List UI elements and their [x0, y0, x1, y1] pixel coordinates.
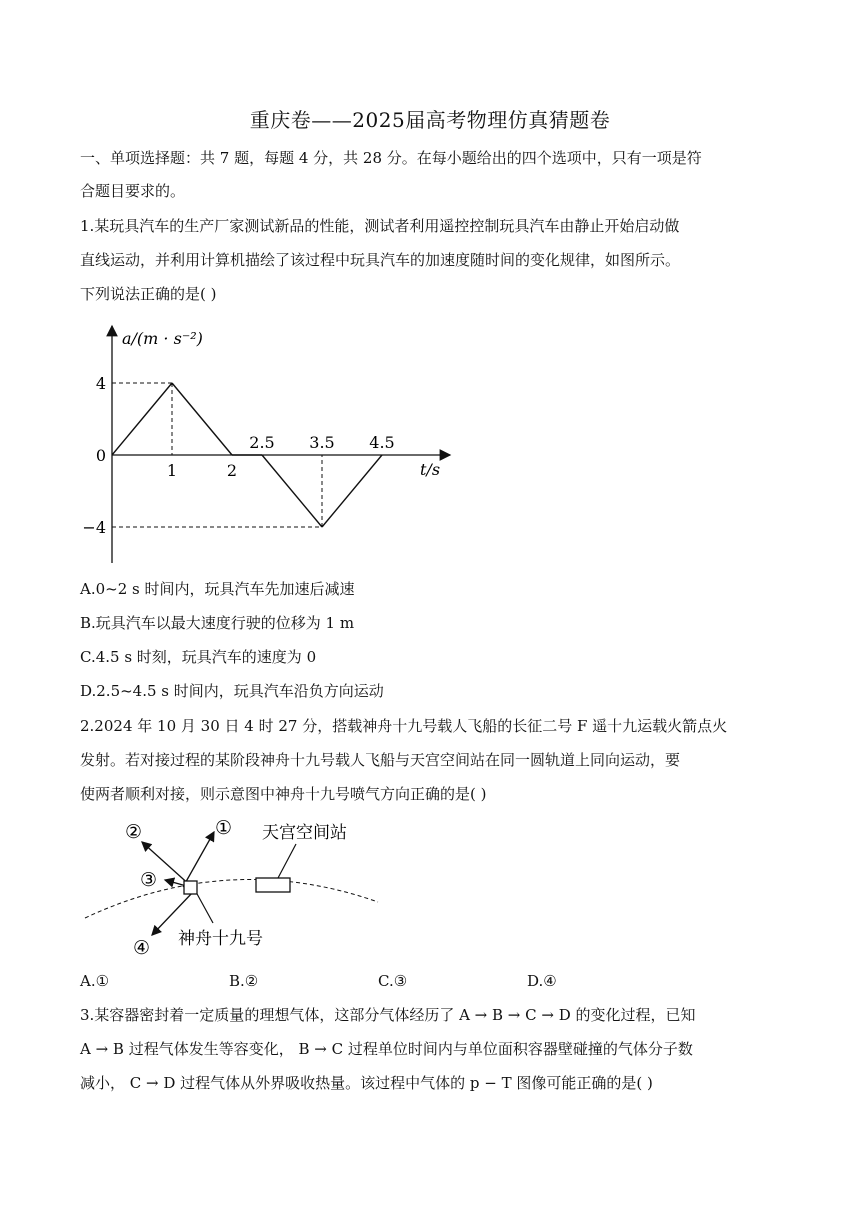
- data-segment-4: [262, 455, 322, 527]
- q1-option-d[interactable]: D.2.5~4.5 s 时间内，玩具汽车沿负方向运动: [80, 682, 384, 700]
- q2-stem-line3: 使两者顺利对接，则示意图中神舟十九号喷气方向正确的是( ): [80, 785, 487, 803]
- q2-option-c[interactable]: C.③: [378, 972, 408, 990]
- q3-stem-line1: 3.某容器密封着一定质量的理想气体，这部分气体经历了 A → B → C → D 的变化过程，已知: [80, 1006, 696, 1024]
- y-axis-label: a/(m · s⁻²): [122, 329, 203, 348]
- label-circle-3: ③: [140, 869, 158, 891]
- x-tick-label: 3.5: [309, 433, 335, 452]
- label-circle-2: ②: [125, 821, 143, 843]
- thrust-direction-1: [183, 832, 214, 887]
- data-segment-5: [322, 455, 382, 527]
- acceleration-time-chart: [80, 318, 460, 568]
- x-tick-label: 1: [166, 461, 178, 480]
- x-tick-label: 4.5: [369, 433, 395, 452]
- data-segment-1: [112, 383, 172, 455]
- section-intro-line2: 合题目要求的。: [80, 182, 186, 200]
- q3-stem-line3: 减小， C → D 过程气体从外界吸收热量。该过程中气体的 p − T 图像可能正确的是( ): [80, 1074, 653, 1092]
- x-tick-label: 2.5: [249, 433, 275, 452]
- label-circle-1: ①: [215, 817, 233, 839]
- page-title: 重庆卷——2025届高考物理仿真猜题卷: [249, 108, 611, 132]
- q1-stem-line3: 下列说法正确的是( ): [80, 285, 217, 303]
- station-label-leader: [278, 844, 296, 878]
- q2-option-a[interactable]: A.①: [80, 972, 110, 990]
- y-tick-label: −4: [82, 518, 106, 537]
- data-segment-2: [172, 383, 232, 455]
- q1-option-b[interactable]: B.玩具汽车以最大速度行驶的位移为 1 m: [80, 614, 355, 632]
- q2-option-d[interactable]: D.④: [527, 972, 557, 990]
- tiangong-station: [256, 878, 290, 892]
- q3-stem-line2: A → B 过程气体发生等容变化， B → C 过程单位时间内与单位面积容器壁碰撞的气体分子数: [80, 1040, 693, 1058]
- docking-diagram: [80, 810, 380, 970]
- q1-option-a[interactable]: A.0~2 s 时间内，玩具汽车先加速后减速: [80, 580, 355, 598]
- q2-stem-line1: 2.2024 年 10 月 30 日 4 时 27 分，搭载神舟十九号载人飞船的长征二号 F 遥十九运载火箭点火: [80, 717, 728, 735]
- label-circle-4: ④: [133, 937, 151, 959]
- shenzhou-19-ship: [184, 881, 197, 894]
- x-axis-label: t/s: [420, 460, 441, 479]
- y-tick-label: 4: [95, 374, 106, 393]
- q2-stem-line2: 发射。若对接过程的某阶段神舟十九号载人飞船与天宫空间站在同一圆轨道上同向运动，要: [80, 751, 681, 769]
- ship-label-leader: [196, 892, 213, 923]
- ship-label: 神舟十九号: [178, 929, 263, 949]
- orbit-arc: [85, 879, 378, 918]
- x-tick-label: 2: [226, 461, 238, 480]
- q2-option-b[interactable]: B.②: [229, 972, 259, 990]
- station-label: 天宫空间站: [262, 823, 347, 843]
- section-intro-line1: 一、单项选择题：共 7 题，每题 4 分，共 28 分。在每小题给出的四个选项中，只有一项是符: [80, 149, 702, 167]
- q1-stem-line1: 1.某玩具汽车的生产厂家测试新品的性能，测试者利用遥控控制玩具汽车由静止开始启动做: [80, 217, 680, 235]
- y-tick-label: 0: [95, 446, 106, 465]
- q1-option-c[interactable]: C.4.5 s 时刻，玩具汽车的速度为 0: [80, 648, 317, 666]
- q1-stem-line2: 直线运动，并利用计算机描绘了该过程中玩具汽车的加速度随时间的变化规律，如图所示。: [80, 251, 681, 269]
